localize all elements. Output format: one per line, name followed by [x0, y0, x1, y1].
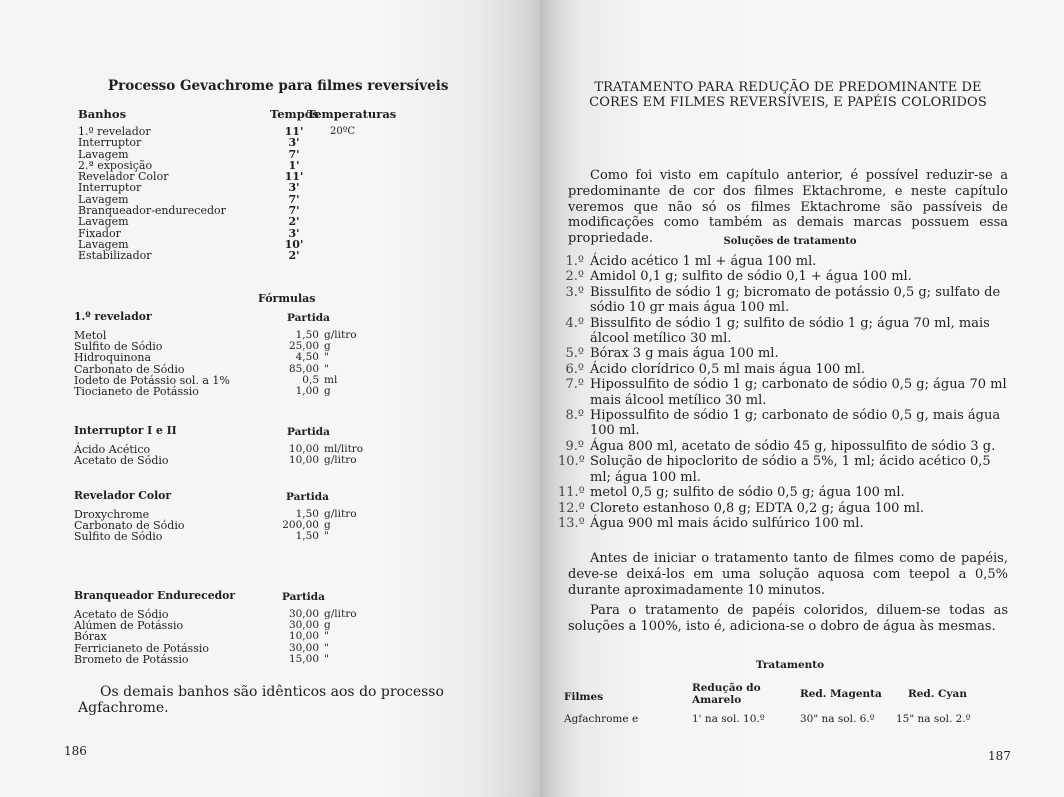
ingredient-qty: 1,50 [295, 508, 319, 520]
ingredient-qty: 85,00 [288, 362, 319, 375]
bath-name: Interruptor [78, 136, 142, 150]
solutions-heading: Soluções de tratamento [723, 236, 857, 247]
ingredient-unit: g [324, 384, 331, 397]
ingredient-qty: 15,00 [288, 652, 319, 665]
header-tempos: Tempos [270, 107, 319, 121]
ingredient-name: Sulfito de Sódio [74, 530, 163, 544]
solution-text: Ácido acético 1 ml + água 100 ml. [590, 254, 817, 269]
bath-name: Lavagem [78, 147, 129, 161]
chapter-title: TRATAMENTO PARA REDUÇÃO DE PREDOMINANTE DE CORES EM FILMES REVERSÍVEIS, E PAPÉIS COLORIDOS [589, 80, 987, 111]
bath-time: 3' [288, 226, 300, 240]
ingredient-qty: 30,00 [288, 641, 319, 654]
page-number: 187 [988, 749, 1011, 763]
solution-number: 6.º [565, 361, 584, 377]
ingredient-unit: ml/litro [324, 443, 364, 455]
solution-text: Bissulfito de sódio 1 g; bicromato de potássio 0,5 g; sulfato de sódio 10 gr mais água 100 ml. [590, 284, 1001, 316]
solution-number: 8.º [565, 408, 584, 424]
formula-title: Interruptor I e II [74, 424, 177, 437]
solution-text: Hipossulfito de sódio 1 g; carbonato de sódio 0,5 g, mais água 100 ml. [590, 408, 1001, 439]
solution-item [558, 454, 1008, 485]
ingredient-unit: g [324, 519, 331, 532]
solution-text: Cloreto estanhoso 0,8 g; EDTA 0,2 g; água 100 ml. [590, 500, 925, 516]
partida-label: Partida [287, 312, 330, 324]
ingredient-unit: g [324, 619, 331, 632]
solution-text: Amidol 0,1 g; sulfito de sódio 0,1 + água 100 ml. [590, 269, 912, 285]
intro-paragraph: Como foi visto em capítulo anterior, é possível reduzir-se a predominante de cor dos filmes Ektachrome, e neste capítulo veremos que não só os filmes Ektachrome são passíveis de modificações como também as demais marcas possuem essa propriedade. [568, 168, 1008, 247]
ingredient-row [74, 352, 404, 363]
bath-time: 7' [288, 204, 300, 218]
solution-text: Bórax 3 g mais água 100 ml. [590, 346, 779, 362]
formula-rows [74, 509, 404, 543]
bath-name: Fixador [78, 226, 121, 240]
bath-name: Revelador Color [78, 170, 169, 184]
col-cyan: Red. Cyan [908, 688, 967, 700]
ingredient-unit: g/litro [324, 608, 357, 620]
ingredient-qty: 1,50 [295, 530, 319, 543]
ingredient-unit: " [324, 362, 329, 375]
solution-item [558, 501, 1008, 516]
treatment-heading: Tratamento [755, 659, 825, 671]
bath-name: Lavagem [78, 215, 129, 229]
ingredient-name: Iodeto de Potássio sol. a 1% [74, 373, 230, 387]
cell-cyan: 15" na sol. 2.º [896, 713, 971, 725]
solution-number: 10.º [558, 454, 585, 470]
bath-name: Lavagem [78, 192, 129, 206]
formula-title: 1.º revelador [74, 310, 152, 323]
ingredient-unit: g/litro [324, 454, 357, 467]
solution-item [558, 285, 1008, 316]
ingredient-unit: " [324, 652, 329, 665]
formula-title: Branqueador Endurecedor [74, 589, 236, 602]
bath-name: Estabilizador [78, 249, 152, 263]
ingredient-name: Ácido Acético [74, 443, 151, 456]
ingredient-name: Carbonato de Sódio [74, 362, 185, 376]
solution-number: 11.º [558, 485, 585, 501]
page-number: 186 [64, 744, 87, 758]
solution-item [558, 269, 1008, 284]
ingredient-name: Ferricianeto de Potássio [74, 641, 209, 655]
ingredient-unit: " [324, 351, 329, 364]
ingredient-row [74, 654, 404, 665]
ingredient-name: Sulfito de Sódio [74, 340, 163, 354]
ingredient-name: Acetato de Sódio [74, 608, 169, 621]
bath-name: Branqueador-endurecedor [78, 204, 226, 218]
bath-row [78, 216, 398, 227]
solution-text: metol 0,5 g; sulfito de sódio 0,5 g; água 100 ml. [590, 485, 905, 501]
solution-item [558, 362, 1008, 377]
bath-time: 10' [284, 237, 304, 251]
bath-time: 7' [288, 147, 300, 161]
bath-row [78, 250, 398, 261]
ingredient-unit: " [324, 630, 329, 643]
ingredient-qty: 10,00 [288, 443, 319, 455]
partida-label: Partida [287, 426, 330, 438]
formula-rows [74, 444, 404, 466]
formula-rows [74, 330, 404, 397]
solution-text: Água 900 ml mais ácido sulfúrico 100 ml. [590, 515, 864, 531]
section-title: Processo Gevachrome para filmes reversíveis [108, 78, 449, 94]
ingredient-qty: 25,00 [288, 340, 319, 353]
bath-row [78, 137, 398, 148]
col-filmes: Filmes [564, 691, 604, 703]
col-amarelo [692, 682, 761, 706]
ingredient-row [74, 631, 404, 642]
solution-number: 2.º [565, 269, 584, 285]
solution-number: 5.º [565, 346, 584, 362]
cell-filme: Agfachrome e [564, 713, 639, 725]
solution-text: Água 800 ml, acetato de sódio 45 g, hipossulfito de sódio 3 g. [590, 438, 996, 454]
solutions-list [558, 254, 1008, 531]
ingredient-qty: 4,50 [295, 351, 319, 364]
bath-time: 2' [288, 249, 300, 263]
right-page [540, 0, 1064, 797]
solution-item [558, 485, 1008, 500]
solution-text: Solução de hipoclorito de sódio a 5%, 1 ml; ácido acético 0,5 ml; água 100 ml. [590, 454, 991, 485]
ingredient-qty: 0,5 [302, 373, 319, 386]
ingredient-unit: g [324, 340, 331, 353]
ingredient-unit: ml [324, 373, 338, 386]
bath-time: 11' [284, 170, 304, 184]
formula-title: Revelador Color [74, 489, 172, 502]
ingredient-row [74, 620, 404, 631]
ingredient-row [74, 386, 404, 397]
solution-item [558, 408, 1008, 439]
ingredient-name: Metol [74, 329, 107, 342]
solution-item [558, 254, 1008, 269]
partida-label: Partida [286, 491, 329, 503]
ingredient-unit: g/litro [324, 508, 357, 520]
ingredient-unit: " [324, 641, 329, 654]
ingredient-name: Bórax [74, 630, 107, 644]
ingredient-qty: 30,00 [288, 608, 319, 620]
ingredient-qty: 10,00 [288, 454, 319, 467]
bath-temp: 20ºC [330, 126, 356, 137]
partida-label: Partida [282, 591, 325, 603]
solution-item [558, 346, 1008, 361]
solution-number: 13.º [558, 515, 585, 531]
bath-time: 2' [288, 215, 300, 229]
solution-number: 7.º [565, 377, 584, 393]
formulas-heading: Fórmulas [258, 292, 316, 305]
bath-table [78, 126, 398, 262]
solution-text: Hipossulfito de sódio 1 g; carbonato de sódio 0,5 g; água 70 ml mais álcool metílico 30 ml. [590, 377, 1007, 408]
ingredient-name: Alúmen de Potássio [74, 619, 184, 633]
col-magenta: Red. Magenta [800, 688, 882, 700]
ingredient-qty: 30,00 [288, 619, 319, 632]
solution-text: Bissulfito de sódio 1 g; sulfito de sódio 1 g; água 70 ml, mais álcool metílico 30 ml. [590, 315, 990, 347]
ingredient-row [74, 531, 404, 542]
ingredient-name: Acetato de Sódio [74, 454, 169, 468]
solution-item [558, 439, 1008, 454]
solution-number: 4.º [565, 315, 584, 331]
bath-time: 7' [288, 192, 300, 206]
col-amarelo-line2: Amarelo [692, 694, 742, 706]
ingredient-name: Droxychrome [74, 508, 150, 521]
bath-time: 3' [288, 181, 300, 195]
cell-amarelo: 1' na sol. 10.º [692, 713, 765, 725]
header-temperaturas: Temperaturas [307, 107, 397, 121]
closing-paragraph: Os demais banhos são idênticos aos do processo Agfachrome. [78, 684, 444, 716]
header-banhos: Banhos [78, 107, 127, 121]
ingredient-qty: 200,00 [282, 519, 319, 532]
bath-time: 3' [288, 136, 300, 150]
bath-time: 1' [288, 158, 300, 172]
solution-text: Ácido clorídrico 0,5 ml mais água 100 ml. [590, 361, 866, 377]
paragraph-teepol: Antes de iniciar o tratamento tanto de filmes como de papéis, deve-se deixá-los em uma solução aquosa com teepol a 0,5% durante aproximadamente 10 minutos. [568, 551, 1008, 598]
formula-rows [74, 609, 404, 665]
solution-item [558, 377, 1008, 408]
solution-number: 3.º [565, 284, 584, 300]
solution-number: 1.º [565, 254, 584, 269]
ingredient-row [74, 455, 404, 466]
ingredient-name: Tiocianeto de Potássio [74, 384, 199, 398]
bath-time: 11' [284, 125, 304, 138]
bath-name: 1.º revelador [78, 125, 151, 138]
ingredient-unit: g/litro [324, 329, 357, 341]
ingredient-name: Brometo de Potássio [74, 652, 189, 666]
ingredient-name: Hidroquinona [74, 351, 152, 365]
solution-number: 12.º [558, 500, 585, 516]
ingredient-qty: 10,00 [288, 630, 319, 643]
solution-item [558, 516, 1008, 531]
bath-name: Lavagem [78, 237, 129, 251]
ingredient-name: Carbonato de Sódio [74, 519, 185, 533]
cell-magenta: 30" na sol. 6.º [800, 713, 875, 725]
bath-name: 2.ª exposição [78, 158, 153, 172]
solution-item [558, 316, 1008, 347]
col-amarelo-line1: Redução do [692, 682, 761, 694]
ingredient-qty: 1,00 [295, 384, 319, 397]
ingredient-qty: 1,50 [295, 329, 319, 341]
ingredient-unit: " [324, 530, 329, 543]
bath-name: Interruptor [78, 181, 142, 195]
paragraph-papeis: Para o tratamento de papéis coloridos, diluem-se todas as soluções a 100%, isto é, adiciona-se o dobro de água às mesmas. [568, 603, 1008, 634]
solution-number: 9.º [565, 438, 584, 454]
